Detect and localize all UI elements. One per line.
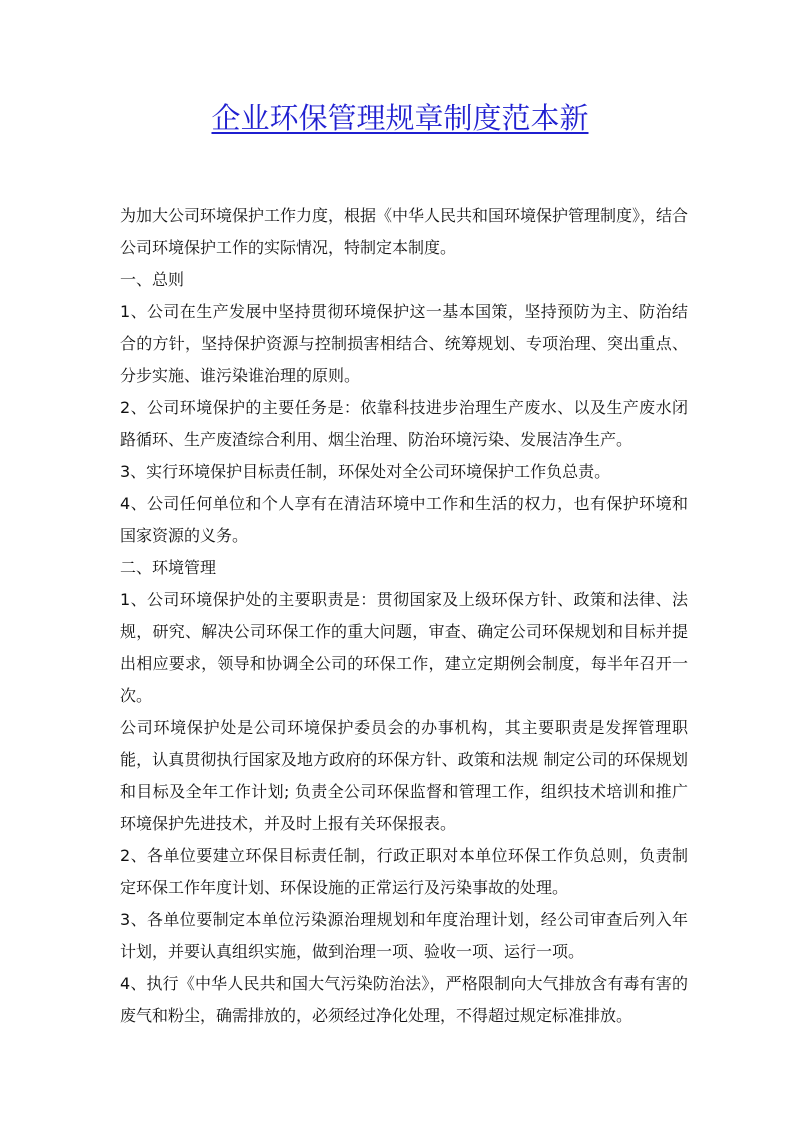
management-item-3: 3、各单位要制定本单位污染源治理规划和年度治理计划，经公司审查后列入年计划，并要认真组织实施，做到治理一项、验收一项、运行一项。 [120, 910, 688, 961]
management-item-1: 1、公司环境保护处的主要职责是：贯彻国家及上级环保方针、政策和法律、法规，研究、解决公司环保工作的重大问题，审查、确定公司环保规划和目标并提出相应要求，领导和协调全公司的环保工作，建立定期例会制度，每半年召开一次。 [120, 590, 688, 705]
section-heading-environment-management: 二、环境管理 [120, 558, 217, 577]
general-item-4: 4、公司任何单位和个人享有在清洁环境中工作和生活的权力，也有保护环境和国家资源的义务。 [120, 494, 688, 545]
intro-paragraph: 为加大公司环境保护工作力度，根据《中华人民共和国环境保护管理制度》，结合公司环境保护工作的实际情况，特制定本制度。 [120, 206, 689, 257]
document-body [120, 200, 688, 1032]
document-title: 企业环保管理规章制度范本新 [211, 101, 589, 135]
management-item-2: 2、各单位要建立环保目标责任制，行政正职对本单位环保工作负总则，负责制定环保工作年度计划、环保设施的正常运行及污染事故的处理。 [120, 846, 688, 897]
management-item-1-detail: 公司环境保护处是公司环境保护委员会的办事机构，其主要职责是发挥管理职能，认真贯彻执行国家及地方政府的环保方针、政策和法规 制定公司的环保规划和目标及全年工作计划; 负责全公司环保监督和管理工作，组织技术培训和推广环境保护先进技术，并及时上报有关环保报表。 [120, 718, 688, 833]
section-heading-general: 一、总则 [120, 270, 185, 289]
general-item-2: 2、公司环境保护的主要任务是：依靠科技进步治理生产废水、以及生产废水闭路循环、生产废渣综合利用、烟尘治理、防治环境污染、发展洁净生产。 [120, 398, 688, 449]
management-item-4: 4、执行《中华人民共和国大气污染防治法》，严格限制向大气排放含有毒有害的废气和粉尘，确需排放的，必须经过净化处理，不得超过规定标准排放。 [120, 974, 688, 1025]
general-item-3: 3、实行环境保护目标责任制，环保处对全公司环境保护工作负总责。 [120, 462, 611, 481]
general-item-1: 1、公司在生产发展中坚持贯彻环境保护这一基本国策，坚持预防为主、防治结合的方针，坚持保护资源与控制损害相结合、统筹规划、专项治理、突出重点、分步实施、谁污染谁治理的原则。 [120, 302, 688, 385]
